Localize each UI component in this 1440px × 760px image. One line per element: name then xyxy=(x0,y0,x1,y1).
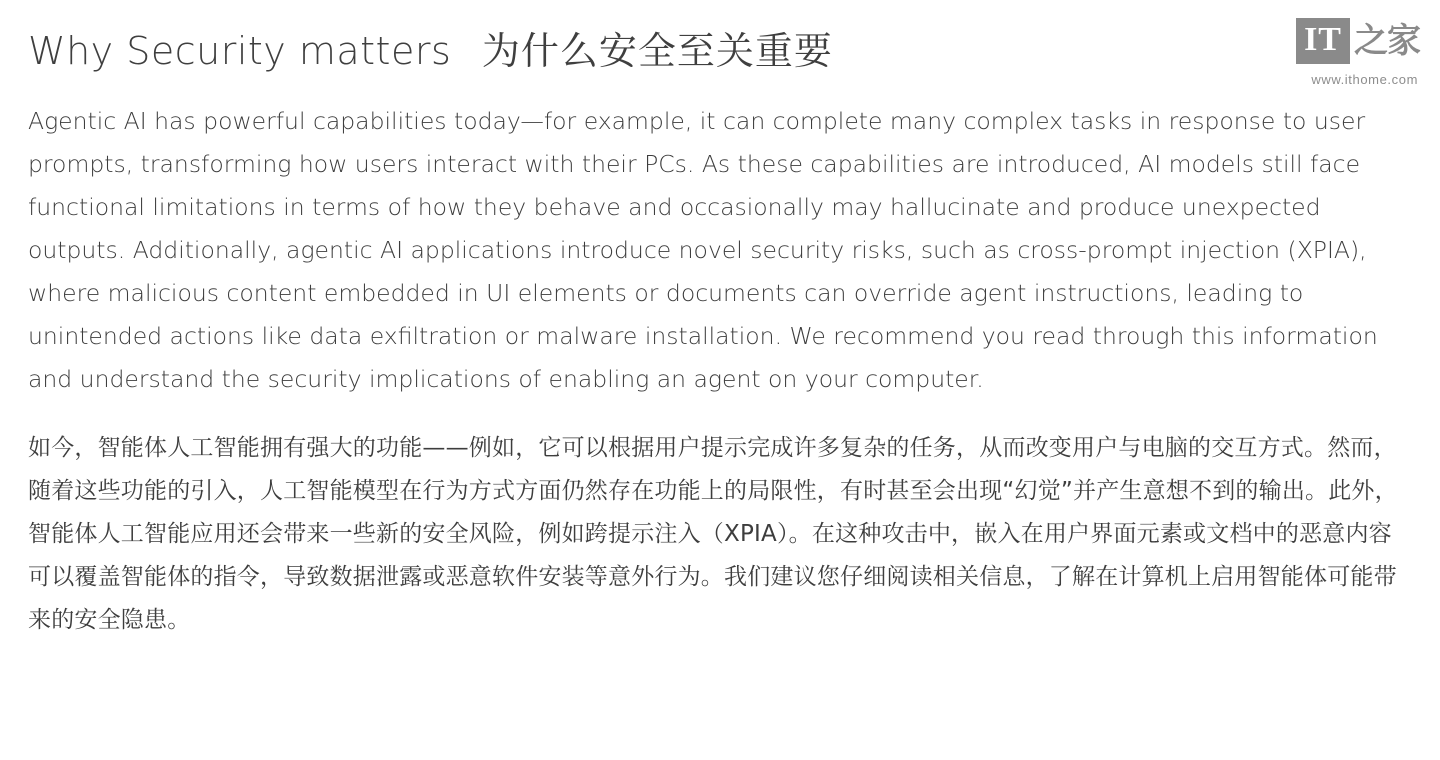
page-title xyxy=(28,28,1400,76)
watermark-url: www.ithome.com xyxy=(1311,72,1418,87)
page-title-en: Why Security matters xyxy=(28,29,452,73)
watermark xyxy=(1280,18,1420,87)
watermark-logo-cn: 之家 xyxy=(1354,21,1420,61)
paragraph-english: Agentic AI has powerful capabilities today—for example, it can complete many complex tasks in response to user prompts, transforming how users interact with their PCs. As these capabilities are introduced, AI models still face functional limitations in terms of how they behave and occasionally may hallucinate and produce unexpected outputs. Additionally, agentic AI applications introduce novel security risks, such as cross-prompt injection (XPIA), where malicious content embedded in UI elements or documents can override agent instructions, leading to unintended actions like data exfiltration or malware installation. We recommend you read through this information and understand the security implications of enabling an agent on your computer. xyxy=(28,106,1378,393)
watermark-logo xyxy=(1280,18,1420,64)
page-title-cn: 为什么安全至关重要 xyxy=(481,29,833,73)
paragraph-chinese: 如今，智能体人工智能拥有强大的功能——例如，它可以根据用户提示完成许多复杂的任务，从而改变用户与电脑的交互方式。然而，随着这些功能的引入，人工智能模型在行为方式方面仍然存在功能上的局限性，有时甚至会出现“幻觉”并产生意想不到的输出。此外，智能体人工智能应用还会带来一些新的安全风险，例如跨提示注入（XPIA）。在这种攻击中，嵌入在用户界面元素或文档中的恶意内容可以覆盖智能体的指令，导致数据泄露或恶意软件安装等意外行为。我们建议您仔细阅读相关信息，了解在计算机上启用智能体可能带来的安全隐患。 xyxy=(28,434,1398,633)
watermark-logo-box: IT xyxy=(1296,18,1350,64)
